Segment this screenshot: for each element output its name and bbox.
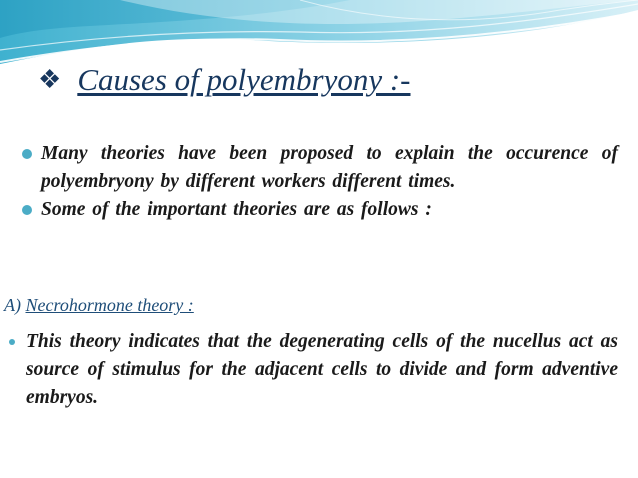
diamond-bullet-icon: ❖ (38, 65, 62, 94)
list-item (22, 196, 618, 224)
slide-title: Causes of polyembryony :- (77, 62, 411, 97)
bullet-text: Many theories have been proposed to explain the occurence of polyembryony by different workers different times. (41, 143, 618, 192)
slide-title-row (38, 62, 411, 98)
subheading-label: Necrohormone theory : (25, 295, 194, 315)
list-item (22, 140, 618, 196)
subheading-marker: A) (4, 295, 21, 315)
bullet-list (22, 140, 618, 224)
bullet-text: Some of the important theories are as follows : (41, 199, 432, 220)
bullet-dot-icon (9, 339, 15, 345)
list-item (8, 328, 618, 412)
bullet-dot-icon (22, 149, 32, 159)
sub-bullet-list (8, 328, 618, 412)
bullet-dot-icon (22, 205, 32, 215)
subheading (4, 295, 194, 316)
sub-bullet-text: This theory indicates that the degenerating cells of the nucellus act as source of stimulus for the adjacent cells to divide and form adventive embryos. (26, 331, 618, 408)
